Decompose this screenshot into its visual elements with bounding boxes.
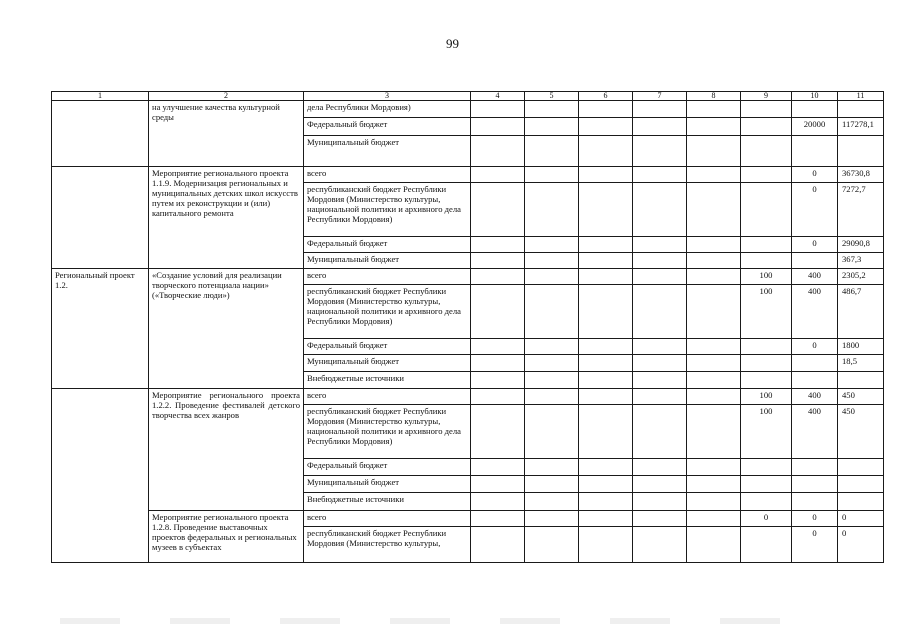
value-cell: 0 [792,167,838,183]
program-cell [52,389,149,563]
value-cell: 2305,2 [838,269,884,285]
source-cell: дела Республики Мордовия) [304,101,471,118]
source-cell: Федеральный бюджет [304,339,471,355]
event-name-cell: на улучшение качества культурной среды [149,101,304,167]
source-cell: республиканский бюджет Республики Мордовия (Министерство культуры, национальной политики и архивного дела Республики Мордовия) [304,405,471,459]
source-cell: Федеральный бюджет [304,118,471,136]
program-cell: Региональный проект 1.2. [52,269,149,389]
header-cell: 6 [579,92,633,101]
source-cell: Внебюджетные источники [304,493,471,511]
source-cell: республиканский бюджет Республики Мордовия (Министерство культуры, [304,527,471,563]
page-number: 99 [446,36,459,51]
source-cell: Муниципальный бюджет [304,355,471,372]
value-cell: 400 [792,269,838,285]
value-cell: 29090,8 [838,237,884,253]
value-cell: 18,5 [838,355,884,372]
budget-table [51,91,884,563]
program-cell [52,167,149,269]
header-cell: 3 [304,92,471,101]
table-row [52,101,884,118]
value-cell: 100 [741,405,792,459]
value-cell: 0 [792,237,838,253]
source-cell: Муниципальный бюджет [304,136,471,167]
value-cell: 0 [792,527,838,563]
source-cell: всего [304,167,471,183]
source-cell: всего [304,269,471,285]
value-cell: 0 [838,527,884,563]
value-cell: 450 [838,389,884,405]
header-cell: 10 [792,92,838,101]
header-cell: 8 [687,92,741,101]
faded-scan-artifact [60,618,820,624]
source-cell: Федеральный бюджет [304,459,471,476]
table-row [52,511,884,527]
value-cell: 36730,8 [838,167,884,183]
value-cell: 1800 [838,339,884,355]
source-cell: Внебюджетные источники [304,372,471,389]
source-cell: республиканский бюджет Республики Мордовия (Министерство культуры, национальной политики и архивного дела Республики Мордовия) [304,183,471,237]
table-row [52,389,884,405]
header-cell: 5 [525,92,579,101]
source-cell: Федеральный бюджет [304,237,471,253]
value-cell: 400 [792,405,838,459]
source-cell: республиканский бюджет Республики Мордовия (Министерство культуры, национальной политики и архивного дела Республики Мордовия) [304,285,471,339]
value-cell: 100 [741,269,792,285]
event-name-cell: Мероприятие регионального проекта 1.2.8. Проведение выставочных проектов федеральных и региональных музеев в субъектах [149,511,304,563]
header-cell: 7 [633,92,687,101]
value-cell: 7272,7 [838,183,884,237]
header-cell: 2 [149,92,304,101]
event-name-cell: «Создание условий для реализации творческого потенциала нации» («Творческие люди») [149,269,304,389]
value-cell: 117278,1 [838,118,884,136]
value-cell: 0 [792,511,838,527]
event-name-cell: Мероприятие регионального проекта 1.2.2. Проведение фестивалей детского творчества всех жанров [149,389,304,511]
value-cell: 400 [792,389,838,405]
source-cell: всего [304,511,471,527]
value-cell: 0 [838,511,884,527]
value-cell: 100 [741,285,792,339]
value-cell: 20000 [792,118,838,136]
source-cell: всего [304,389,471,405]
value-cell: 0 [792,183,838,237]
value-cell: 450 [838,405,884,459]
value-cell: 367,3 [838,253,884,269]
value-cell: 100 [741,389,792,405]
source-cell: Муниципальный бюджет [304,253,471,269]
header-row [52,92,884,101]
value-cell: 486,7 [838,285,884,339]
table-row [52,167,884,183]
header-cell: 4 [471,92,525,101]
header-cell: 11 [838,92,884,101]
value-cell: 0 [741,511,792,527]
program-cell [52,101,149,167]
header-cell: 1 [52,92,149,101]
event-name-cell: Мероприятие регионального проекта 1.1.9. Модернизация региональных и муниципальных детских школ искусств путем их реконструкции и (или) капитального ремонта [149,167,304,269]
header-cell: 9 [741,92,792,101]
value-cell: 0 [792,339,838,355]
table-row [52,269,884,285]
value-cell: 400 [792,285,838,339]
source-cell: Муниципальный бюджет [304,476,471,493]
